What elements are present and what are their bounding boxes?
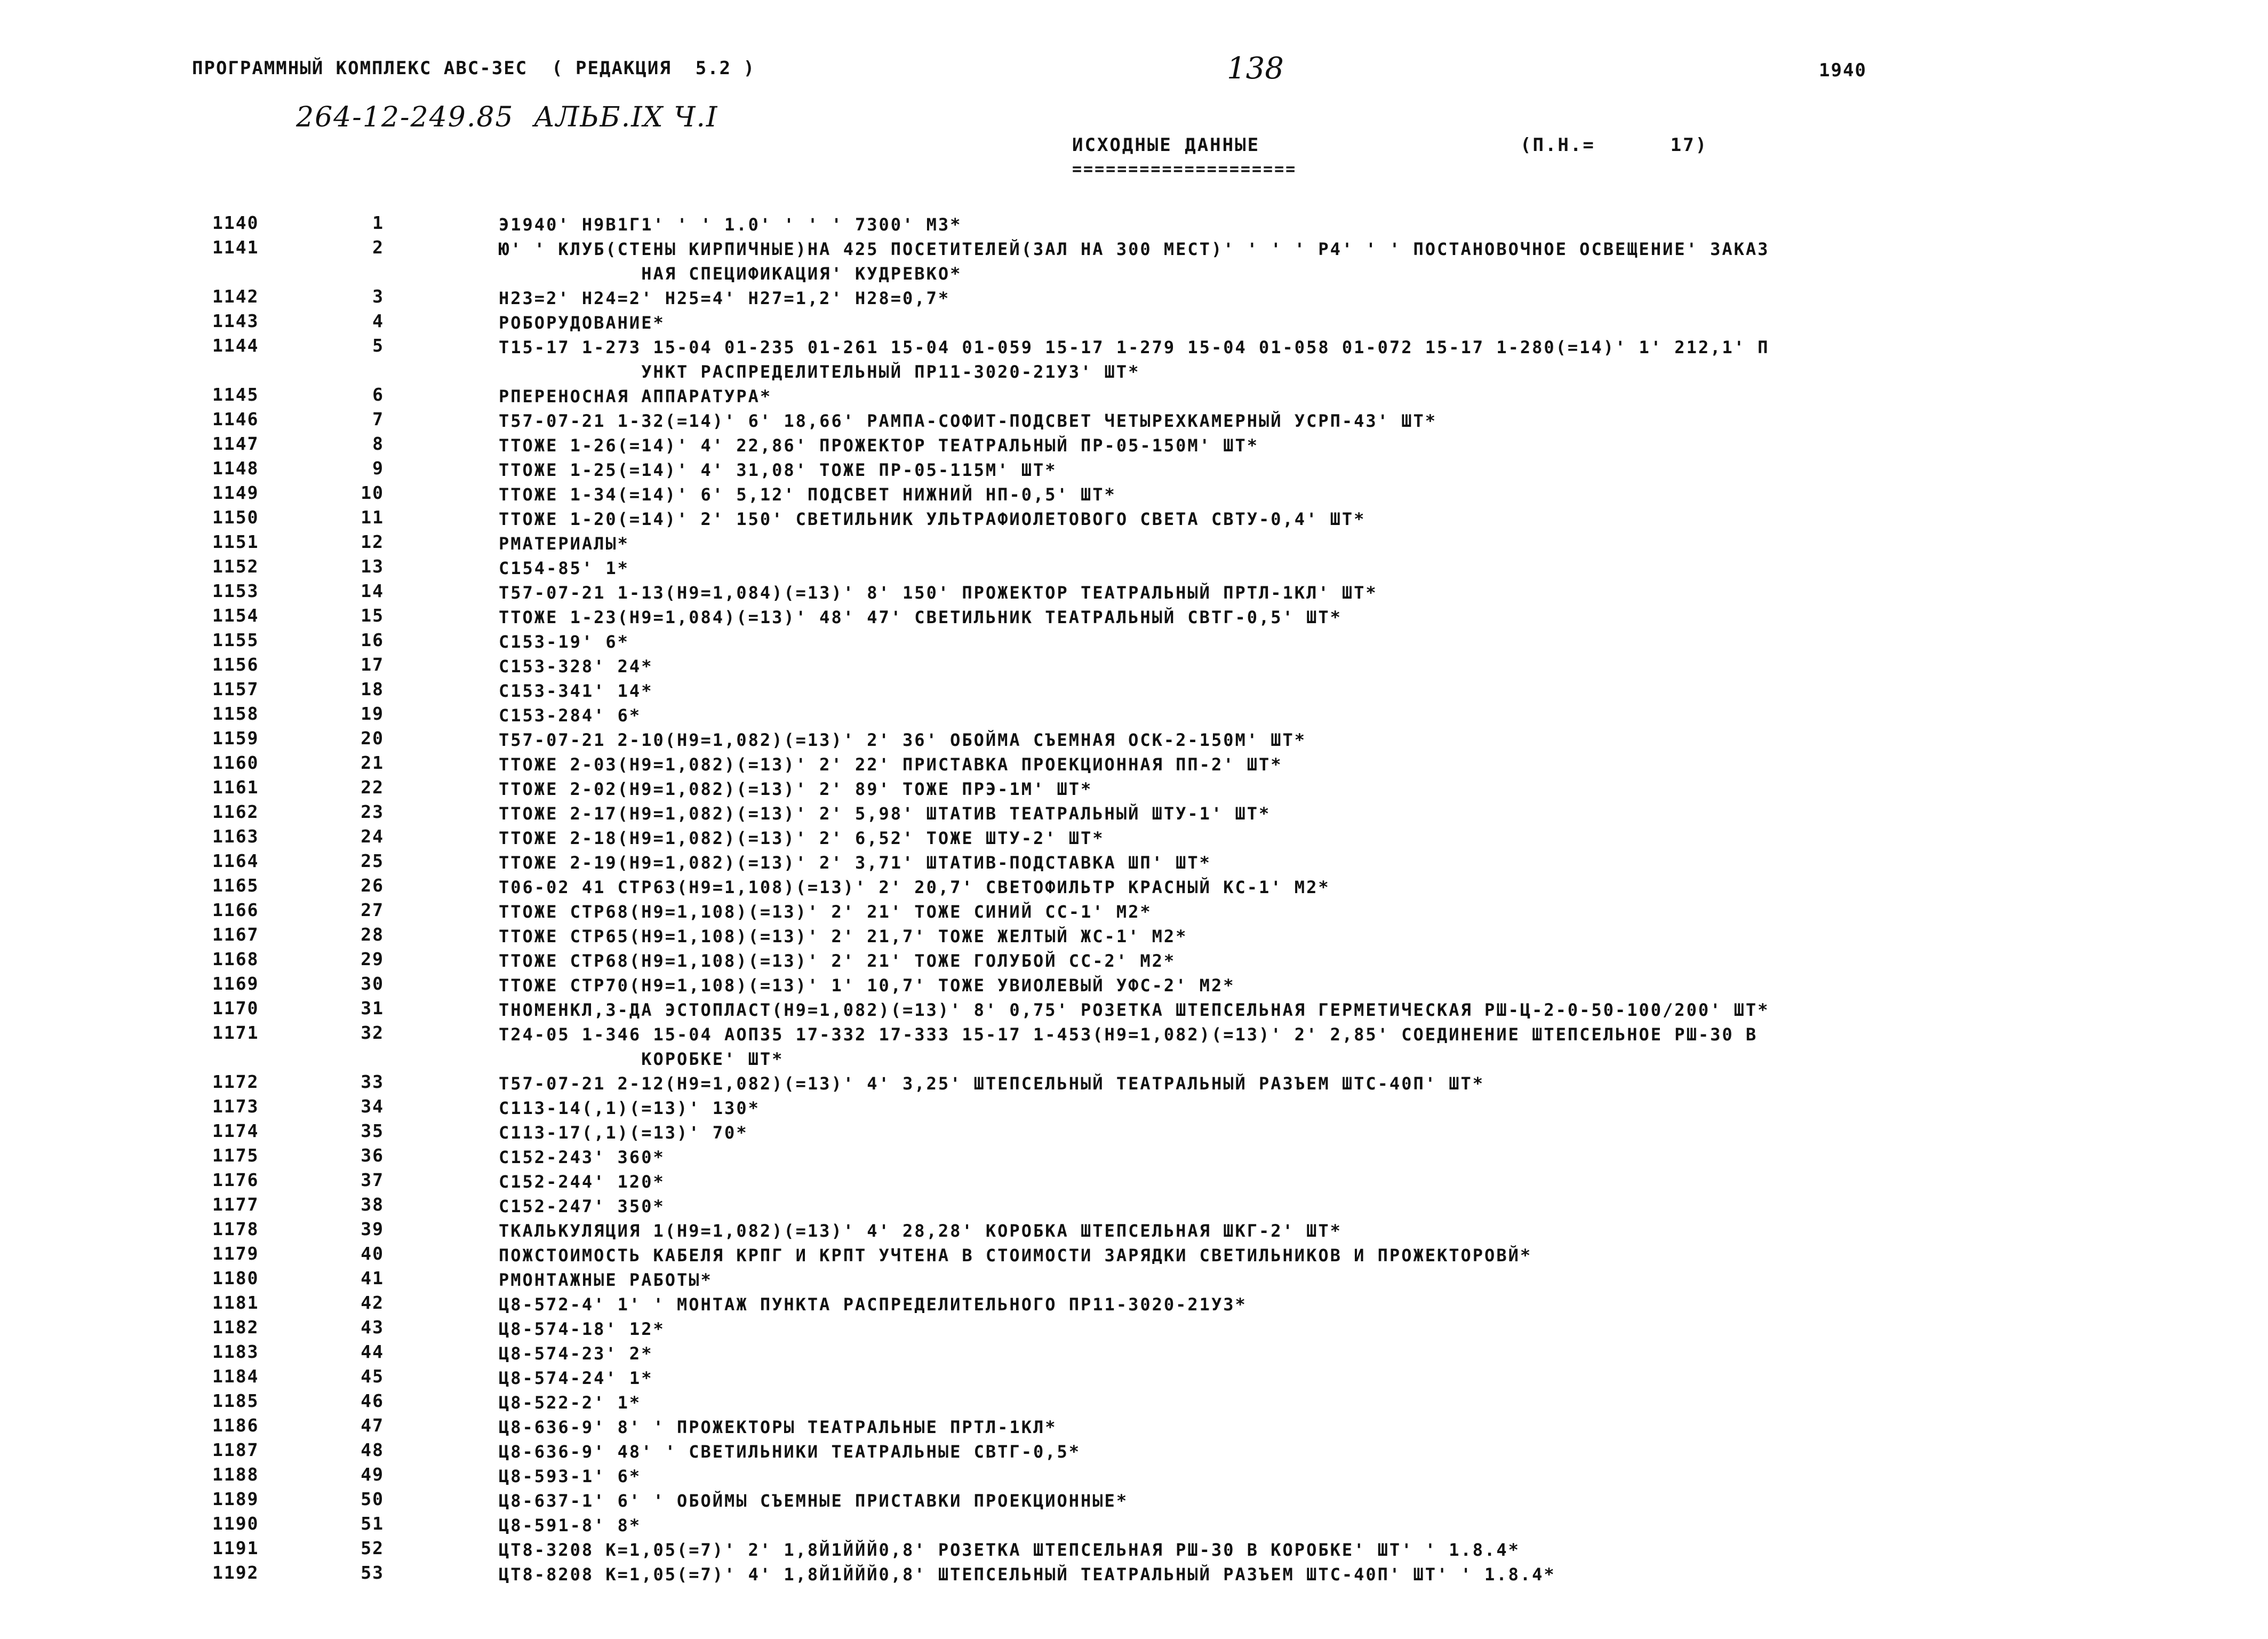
listing-row	[0, 826, 2268, 850]
record-text: Т06-02 41 СТР63(Н9=1,108)(=13)' 2' 20,7' СВЕТОФИЛЬТР КРАСНЫЙ КС-1' М2*	[499, 877, 1330, 897]
line-number: 1177	[212, 1194, 259, 1215]
record-text: Т57-07-21 1-13(Н9=1,084)(=13)' 8' 150' ПРОЖЕКТОР ТЕАТРАЛЬНЫЙ ПРТЛ-1КЛ' ШТ*	[499, 583, 1378, 603]
record-index: 24	[361, 826, 384, 847]
record-index: 9	[372, 458, 384, 479]
line-number: 1169	[212, 973, 259, 994]
listing-row	[0, 1390, 2268, 1415]
line-number: 1148	[212, 458, 259, 479]
record-index: 8	[372, 433, 384, 454]
line-number: 1176	[212, 1169, 259, 1190]
line-number: 1186	[212, 1415, 259, 1436]
record-index: 50	[361, 1489, 384, 1509]
line-number: 1141	[212, 237, 259, 258]
record-text: Ц8-591-8' 8*	[499, 1515, 642, 1535]
record-index: 43	[361, 1317, 384, 1338]
pn-label: (П.Н.= 17)	[1520, 134, 1708, 156]
record-text: Ц8-637-1' 6' ' ОБОЙМЫ СЪЕМНЫЕ ПРИСТАВКИ ПРОЕКЦИОННЫЕ*	[499, 1491, 1129, 1511]
listing-row	[0, 630, 2268, 654]
record-text: Т57-07-21 2-10(Н9=1,082)(=13)' 2' 36' ОБОЙМА СЪЕМНАЯ ОСК-2-150М' ШТ*	[499, 730, 1307, 750]
line-number: 1170	[212, 998, 259, 1019]
record-index: 26	[361, 875, 384, 896]
record-text: РМОНТАЖНЫЕ РАБОТЫ*	[499, 1270, 713, 1290]
record-index: 7	[372, 409, 384, 429]
record-text: ТТОЖЕ 2-03(Н9=1,082)(=13)' 2' 22' ПРИСТАВКА ПРОЕКЦИОННАЯ ПП-2' ШТ*	[499, 754, 1283, 775]
record-index: 5	[372, 335, 384, 356]
record-index: 25	[361, 850, 384, 871]
listing-row	[0, 679, 2268, 703]
listing-row	[0, 1562, 2268, 1587]
record-index: 18	[361, 679, 384, 699]
listing-row	[0, 1219, 2268, 1243]
record-text: ТТОЖЕ 2-02(Н9=1,082)(=13)' 2' 89' ТОЖЕ ПРЭ-1М' ШТ*	[499, 779, 1093, 799]
record-text: Н23=2' Н24=2' Н25=4' Н27=1,2' Н28=0,7*	[499, 288, 951, 308]
listing-row	[0, 1366, 2268, 1390]
line-number: 1188	[212, 1464, 259, 1485]
record-index: 19	[361, 703, 384, 724]
record-text: С154-85' 1*	[499, 558, 629, 578]
listing-row	[0, 752, 2268, 777]
record-index: 14	[361, 580, 384, 601]
record-index: 2	[372, 237, 384, 258]
line-number: 1168	[212, 949, 259, 969]
listing-row	[0, 1439, 2268, 1464]
listing-row	[0, 1096, 2268, 1120]
line-number: 1181	[212, 1292, 259, 1313]
line-number: 1147	[212, 433, 259, 454]
record-text: ТТОЖЕ 1-34(=14)' 6' 5,12' ПОДСВЕТ НИЖНИЙ НП-0,5' ШТ*	[499, 484, 1116, 505]
record-index: 34	[361, 1096, 384, 1117]
record-index: 35	[361, 1120, 384, 1141]
line-number: 1143	[212, 311, 259, 331]
record-index: 22	[361, 777, 384, 798]
section-title: ИСХОДНЫЕ ДАННЫЕ	[1072, 134, 1260, 156]
record-text: Э1940' Н9В1Г1' ' ' 1.0' ' ' ' 7300' М3*	[499, 214, 962, 235]
record-index: 11	[361, 507, 384, 528]
listing-row	[0, 1341, 2268, 1366]
section-underline: ====================	[1072, 160, 1297, 179]
record-text: С153-328' 24*	[499, 656, 653, 677]
line-number: 1187	[212, 1439, 259, 1460]
listing-row	[0, 998, 2268, 1022]
record-text: Ц8-522-2' 1*	[499, 1393, 642, 1413]
record-index: 4	[372, 311, 384, 331]
line-number: 1146	[212, 409, 259, 429]
record-index: 27	[361, 900, 384, 920]
listing-row	[0, 482, 2268, 507]
line-number: 1173	[212, 1096, 259, 1117]
listing-row	[0, 1538, 2268, 1562]
record-text: ТТОЖЕ 2-18(Н9=1,082)(=13)' 2' 6,52' ТОЖЕ ШТУ-2' ШТ*	[499, 828, 1105, 848]
record-index: 17	[361, 654, 384, 675]
program-title: ПРОГРАММНЫЙ КОМПЛЕКС АВС-ЗЕС ( РЕДАКЦИЯ 5.2 )	[192, 58, 756, 79]
listing-row	[0, 433, 2268, 458]
record-index: 20	[361, 728, 384, 749]
record-text: Ц8-574-24' 1*	[499, 1368, 653, 1388]
page-number: 138	[1227, 51, 1284, 86]
listing-row	[0, 531, 2268, 556]
listing-row	[0, 212, 2268, 237]
record-text: ТТОЖЕ 2-17(Н9=1,082)(=13)' 2' 5,98' ШТАТИВ ТЕАТРАЛЬНЫЙ ШТУ-1' ШТ*	[499, 803, 1271, 824]
listing-row	[0, 949, 2268, 973]
listing-row	[0, 973, 2268, 998]
record-index: 10	[361, 482, 384, 503]
line-number: 1189	[212, 1489, 259, 1509]
record-text: С113-17(,1)(=13)' 70*	[499, 1123, 748, 1143]
record-index: 16	[361, 630, 384, 650]
record-index: 53	[361, 1562, 384, 1583]
listing-row	[0, 1415, 2268, 1439]
record-text: Ц8-574-18' 12*	[499, 1319, 665, 1339]
record-index: 29	[361, 949, 384, 969]
line-number: 1184	[212, 1366, 259, 1387]
record-text: ТТОЖЕ СТР65(Н9=1,108)(=13)' 2' 21,7' ТОЖЕ ЖЕЛТЫЙ ЖС-1' М2*	[499, 926, 1188, 946]
record-index: 21	[361, 752, 384, 773]
record-index: 15	[361, 605, 384, 626]
line-number: 1152	[212, 556, 259, 577]
listing-row	[0, 1022, 2268, 1071]
line-number: 1174	[212, 1120, 259, 1141]
record-text: С153-284' 6*	[499, 705, 642, 726]
line-number: 1172	[212, 1071, 259, 1092]
record-text: Т15-17 1-273 15-04 01-235 01-261 15-04 01-059 15-17 1-279 15-04 01-058 01-072 15-17 1-280(=14)' 1' 212,1' П УНКТ РАСПРЕДЕЛИТЕЛЬНЫЙ ПР11-3020-21У3' ШТ*	[499, 337, 1770, 382]
record-index: 47	[361, 1415, 384, 1436]
line-number: 1175	[212, 1145, 259, 1166]
record-index: 23	[361, 801, 384, 822]
record-text: Т57-07-21 1-32(=14)' 6' 18,66' РАМПА-СОФИТ-ПОДСВЕТ ЧЕТЫРЕХКАМЕРНЫЙ УСРП-43' ШТ*	[499, 411, 1437, 431]
listing-row	[0, 703, 2268, 728]
record-text: ЦТ8-8208 К=1,05(=7)' 4' 1,8Й1ЙЙЙ0,8' ШТЕПСЕЛЬНЫЙ ТЕАТРАЛЬНЫЙ РАЗЪЕМ ШТС-40П' ШТ' ' 1.8.4*	[499, 1564, 1556, 1585]
record-text: С153-341' 14*	[499, 681, 653, 701]
listing-row	[0, 728, 2268, 752]
record-text: ПОЖСТОИМОСТЬ КАБЕЛЯ КРПГ И КРПТ УЧТЕНА В СТОИМОСТИ ЗАРЯДКИ СВЕТИЛЬНИКОВ И ПРОЖЕКТОРОВЙ*	[499, 1245, 1532, 1266]
listing-row	[0, 1489, 2268, 1513]
line-number: 1192	[212, 1562, 259, 1583]
listing-row	[0, 286, 2268, 311]
line-number: 1183	[212, 1341, 259, 1362]
listing-row	[0, 1169, 2268, 1194]
record-index: 32	[361, 1022, 384, 1043]
listing-row	[0, 1317, 2268, 1341]
line-number: 1154	[212, 605, 259, 626]
listing-row	[0, 458, 2268, 482]
record-text: Ц8-574-23' 2*	[499, 1343, 653, 1364]
record-text: ТТОЖЕ 1-25(=14)' 4' 31,08' ТОЖЕ ПР-05-115М' ШТ*	[499, 460, 1057, 480]
line-number: 1191	[212, 1538, 259, 1558]
record-index: 49	[361, 1464, 384, 1485]
listing-row	[0, 801, 2268, 826]
line-number: 1162	[212, 801, 259, 822]
record-text: С152-247' 350*	[499, 1196, 665, 1216]
record-index: 6	[372, 384, 384, 405]
listing-row	[0, 1194, 2268, 1219]
line-number: 1149	[212, 482, 259, 503]
line-number: 1182	[212, 1317, 259, 1338]
line-number: 1185	[212, 1390, 259, 1411]
record-index: 42	[361, 1292, 384, 1313]
line-number: 1144	[212, 335, 259, 356]
line-number: 1178	[212, 1219, 259, 1239]
listing-row	[0, 1071, 2268, 1096]
listing-row	[0, 237, 2268, 286]
record-text: Ц8-636-9' 8' ' ПРОЖЕКТОРЫ ТЕАТРАЛЬНЫЕ ПРТЛ-1КЛ*	[499, 1417, 1057, 1437]
listing-row	[0, 507, 2268, 531]
listing-row	[0, 384, 2268, 409]
line-number: 1180	[212, 1268, 259, 1288]
record-text: ЦТ8-3208 К=1,05(=7)' 2' 1,8Й1ЙЙЙ0,8' РОЗЕТКА ШТЕПСЕЛЬНАЯ РШ-30 В КОРОБКЕ' ШТ' ' 1.8.4*	[499, 1540, 1520, 1560]
record-text: Ц8-572-4' 1' ' МОНТАЖ ПУНКТА РАСПРЕДЕЛИТЕЛЬНОГО ПР11-3020-21У3*	[499, 1294, 1247, 1315]
record-text: Ю' ' КЛУБ(СТЕНЫ КИРПИЧНЫЕ)НА 425 ПОСЕТИТЕЛЕЙ(ЗАЛ НА 300 МЕСТ)' ' ' ' Р4' ' ' ПОСТАНОВОЧНОЕ ОСВЕЩЕНИЕ' ЗАКАЗ НАЯ СПЕЦИФИКАЦИЯ' КУДРЕВКО*	[499, 239, 1770, 284]
line-number: 1156	[212, 654, 259, 675]
record-index: 45	[361, 1366, 384, 1387]
record-text: РМАТЕРИАЛЫ*	[499, 534, 629, 554]
listing-row	[0, 580, 2268, 605]
line-number: 1142	[212, 286, 259, 307]
record-index: 40	[361, 1243, 384, 1264]
line-number: 1179	[212, 1243, 259, 1264]
record-index: 31	[361, 998, 384, 1019]
record-index: 51	[361, 1513, 384, 1534]
listing-row	[0, 875, 2268, 900]
line-number: 1150	[212, 507, 259, 528]
record-text: ТТОЖЕ 2-19(Н9=1,082)(=13)' 2' 3,71' ШТАТИВ-ПОДСТАВКА ШП' ШТ*	[499, 853, 1211, 873]
listing-row	[0, 1292, 2268, 1317]
record-index: 13	[361, 556, 384, 577]
record-index: 36	[361, 1145, 384, 1166]
record-text: ТТОЖЕ 1-26(=14)' 4' 22,86' ПРОЖЕКТОР ТЕАТРАЛЬНЫЙ ПР-05-150М' ШТ*	[499, 435, 1259, 456]
record-index: 33	[361, 1071, 384, 1092]
record-text: С152-243' 360*	[499, 1147, 665, 1167]
record-index: 39	[361, 1219, 384, 1239]
year-label: 1940	[1819, 60, 1867, 81]
line-number: 1145	[212, 384, 259, 405]
line-number: 1167	[212, 924, 259, 945]
listing-row	[0, 1513, 2268, 1538]
listing-row	[0, 900, 2268, 924]
listing-row	[0, 1268, 2268, 1292]
listing-row	[0, 605, 2268, 630]
record-index: 44	[361, 1341, 384, 1362]
listing-row	[0, 335, 2268, 384]
record-index: 46	[361, 1390, 384, 1411]
listing-rows	[0, 212, 2268, 1587]
record-text: С113-14(,1)(=13)' 130*	[499, 1098, 760, 1118]
line-number: 1153	[212, 580, 259, 601]
line-number: 1140	[212, 212, 259, 233]
line-number: 1157	[212, 679, 259, 699]
line-number: 1166	[212, 900, 259, 920]
record-index: 30	[361, 973, 384, 994]
record-text: Ц8-636-9' 48' ' СВЕТИЛЬНИКИ ТЕАТРАЛЬНЫЕ СВТГ-0,5*	[499, 1442, 1081, 1462]
listing-row	[0, 777, 2268, 801]
listing-row	[0, 1145, 2268, 1169]
line-number: 1164	[212, 850, 259, 871]
record-index: 12	[361, 531, 384, 552]
record-text: РОБОРУДОВАНИЕ*	[499, 313, 665, 333]
record-text: РПЕРЕНОСНАЯ АППАРАТУРА*	[499, 386, 772, 407]
line-number: 1159	[212, 728, 259, 749]
line-number: 1155	[212, 630, 259, 650]
record-index: 38	[361, 1194, 384, 1215]
record-index: 28	[361, 924, 384, 945]
listing-row	[0, 1243, 2268, 1268]
handwritten-code: 264-12-249.85 АЛЬБ.IX Ч.I	[296, 101, 718, 133]
line-number: 1190	[212, 1513, 259, 1534]
line-number: 1160	[212, 752, 259, 773]
listing-row	[0, 1120, 2268, 1145]
record-text: С152-244' 120*	[499, 1172, 665, 1192]
line-number: 1171	[212, 1022, 259, 1043]
record-text: ТНОМЕНКЛ,3-ДА ЭСТОПЛАСТ(Н9=1,082)(=13)' 8' 0,75' РОЗЕТКА ШТЕПСЕЛЬНАЯ ГЕРМЕТИЧЕСКАЯ РШ-Ц-2-0-50-100/200' ШТ*	[499, 1000, 1770, 1020]
line-number: 1151	[212, 531, 259, 552]
record-text: ТТОЖЕ СТР68(Н9=1,108)(=13)' 2' 21' ТОЖЕ СИНИЙ СС-1' М2*	[499, 902, 1152, 922]
line-number: 1163	[212, 826, 259, 847]
record-text: ТКАЛЬКУЛЯЦИЯ 1(Н9=1,082)(=13)' 4' 28,28' КОРОБКА ШТЕПСЕЛЬНАЯ ШКГ-2' ШТ*	[499, 1221, 1342, 1241]
listing-row	[0, 1464, 2268, 1489]
line-number: 1165	[212, 875, 259, 896]
record-text: С153-19' 6*	[499, 632, 629, 652]
record-text: ТТОЖЕ 1-20(=14)' 2' 150' СВЕТИЛЬНИК УЛЬТРАФИОЛЕТОВОГО СВЕТА СВТУ-0,4' ШТ*	[499, 509, 1366, 529]
record-index: 52	[361, 1538, 384, 1558]
listing-row	[0, 850, 2268, 875]
record-text: Ц8-593-1' 6*	[499, 1466, 642, 1486]
record-index: 37	[361, 1169, 384, 1190]
record-index: 41	[361, 1268, 384, 1288]
record-index: 3	[372, 286, 384, 307]
record-text: Т57-07-21 2-12(Н9=1,082)(=13)' 4' 3,25' ШТЕПСЕЛЬНЫЙ ТЕАТРАЛЬНЫЙ РАЗЪЕМ ШТС-40П' ШТ*	[499, 1073, 1485, 1094]
record-text: ТТОЖЕ СТР70(Н9=1,108)(=13)' 1' 10,7' ТОЖЕ УВИОЛЕВЫЙ УФС-2' М2*	[499, 975, 1235, 996]
record-text: ТТОЖЕ СТР68(Н9=1,108)(=13)' 2' 21' ТОЖЕ ГОЛУБОЙ СС-2' М2*	[499, 951, 1176, 971]
listing-row	[0, 654, 2268, 679]
record-index: 1	[372, 212, 384, 233]
line-number: 1158	[212, 703, 259, 724]
listing-row	[0, 924, 2268, 949]
record-text: ТТОЖЕ 1-23(Н9=1,084)(=13)' 48' 47' СВЕТИЛЬНИК ТЕАТРАЛЬНЫЙ СВТГ-0,5' ШТ*	[499, 607, 1342, 627]
listing-row	[0, 311, 2268, 335]
line-number: 1161	[212, 777, 259, 798]
record-text: Т24-05 1-346 15-04 АОП35 17-332 17-333 15-17 1-453(Н9=1,082)(=13)' 2' 2,85' СОЕДИНЕНИЕ ШТЕПСЕЛЬНОЕ РШ-30 В КОРОБКЕ' ШТ*	[499, 1024, 1758, 1069]
listing-row	[0, 556, 2268, 580]
listing-row	[0, 409, 2268, 433]
record-index: 48	[361, 1439, 384, 1460]
